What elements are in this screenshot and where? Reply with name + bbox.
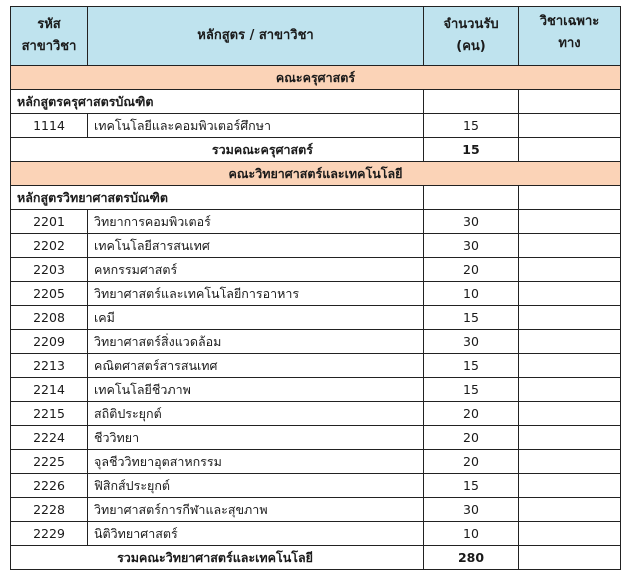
major-special — [519, 210, 621, 234]
program-row — [11, 90, 621, 114]
major-seats: 10 — [424, 282, 519, 306]
header-special-line2: ทาง — [558, 36, 581, 51]
major-name: วิทยาการคอมพิวเตอร์ — [88, 210, 424, 234]
total-value: 280 — [424, 546, 519, 570]
header-seats — [424, 7, 519, 66]
major-special — [519, 234, 621, 258]
table-row — [11, 402, 621, 426]
header-code-line1: รหัส — [37, 17, 61, 32]
major-seats: 20 — [424, 450, 519, 474]
table-row — [11, 378, 621, 402]
major-seats: 20 — [424, 426, 519, 450]
header-code — [11, 7, 88, 66]
total-row — [11, 546, 621, 570]
faculty-name: คณะวิทยาศาสตร์และเทคโนโลยี — [11, 162, 621, 186]
program-seats-cell — [424, 186, 519, 210]
major-name: เคมี — [88, 306, 424, 330]
major-code: 2203 — [11, 258, 88, 282]
major-name: วิทยาศาสตร์สิ่งแวดล้อม — [88, 330, 424, 354]
program-name: หลักสูตรครุศาสตรบัณฑิต — [11, 90, 424, 114]
table-row — [11, 210, 621, 234]
table-body — [11, 66, 621, 570]
major-special — [519, 522, 621, 546]
header-code-line2: สาขาวิชา — [21, 39, 77, 54]
major-code: 2209 — [11, 330, 88, 354]
major-code: 2228 — [11, 498, 88, 522]
table-row — [11, 234, 621, 258]
faculty-row — [11, 66, 621, 90]
table-row — [11, 306, 621, 330]
program-row — [11, 186, 621, 210]
faculty-name: คณะครุศาสตร์ — [11, 66, 621, 90]
table-row — [11, 282, 621, 306]
major-code: 2205 — [11, 282, 88, 306]
program-seats-cell — [424, 90, 519, 114]
header-special — [519, 7, 621, 66]
table-row — [11, 114, 621, 138]
major-code: 2213 — [11, 354, 88, 378]
major-seats: 10 — [424, 522, 519, 546]
header-seats-line2: (คน) — [456, 39, 486, 54]
table-row — [11, 330, 621, 354]
major-special — [519, 498, 621, 522]
major-code: 2224 — [11, 426, 88, 450]
table-row — [11, 354, 621, 378]
major-special — [519, 378, 621, 402]
table-row — [11, 522, 621, 546]
major-name: คณิตศาสตร์สารสนเทศ — [88, 354, 424, 378]
major-seats: 20 — [424, 402, 519, 426]
major-name: วิทยาศาสตร์และเทคโนโลยีการอาหาร — [88, 282, 424, 306]
table-row — [11, 426, 621, 450]
major-special — [519, 426, 621, 450]
program-special-cell — [519, 186, 621, 210]
program-name: หลักสูตรวิทยาศาสตรบัณฑิต — [11, 186, 424, 210]
major-seats: 15 — [424, 378, 519, 402]
table-row — [11, 498, 621, 522]
major-code: 2215 — [11, 402, 88, 426]
major-name: ฟิสิกส์ประยุกต์ — [88, 474, 424, 498]
total-label: รวมคณะวิทยาศาสตร์และเทคโนโลยี — [11, 546, 424, 570]
major-special — [519, 474, 621, 498]
total-value: 15 — [424, 138, 519, 162]
major-special — [519, 306, 621, 330]
header-seats-line1: จำนวนรับ — [443, 17, 499, 32]
major-name: ชีววิทยา — [88, 426, 424, 450]
major-seats: 30 — [424, 330, 519, 354]
major-name: วิทยาศาสตร์การกีฬาและสุขภาพ — [88, 498, 424, 522]
major-seats: 30 — [424, 498, 519, 522]
major-seats: 15 — [424, 114, 519, 138]
major-name: เทคโนโลยีชีวภาพ — [88, 378, 424, 402]
table-header-row — [11, 7, 621, 66]
major-seats: 15 — [424, 474, 519, 498]
header-program: หลักสูตร / สาขาวิชา — [88, 7, 424, 66]
major-seats: 15 — [424, 306, 519, 330]
program-special-cell — [519, 90, 621, 114]
major-name: จุลชีววิทยาอุตสาหกรรม — [88, 450, 424, 474]
major-special — [519, 114, 621, 138]
major-code: 2214 — [11, 378, 88, 402]
faculty-row — [11, 162, 621, 186]
major-seats: 15 — [424, 354, 519, 378]
major-code: 2201 — [11, 210, 88, 234]
table-row — [11, 474, 621, 498]
major-code: 2225 — [11, 450, 88, 474]
major-seats: 30 — [424, 210, 519, 234]
major-special — [519, 330, 621, 354]
major-code: 2208 — [11, 306, 88, 330]
major-name: นิติวิทยาศาสตร์ — [88, 522, 424, 546]
total-label: รวมคณะครุศาสตร์ — [11, 138, 424, 162]
total-special-cell — [519, 546, 621, 570]
major-code: 2202 — [11, 234, 88, 258]
table-row — [11, 450, 621, 474]
admission-table — [10, 6, 621, 570]
total-special-cell — [519, 138, 621, 162]
major-special — [519, 282, 621, 306]
major-special — [519, 450, 621, 474]
major-code: 2229 — [11, 522, 88, 546]
major-special — [519, 402, 621, 426]
total-row — [11, 138, 621, 162]
major-code: 1114 — [11, 114, 88, 138]
major-name: เทคโนโลยีและคอมพิวเตอร์ศึกษา — [88, 114, 424, 138]
major-special — [519, 258, 621, 282]
header-special-line1: วิชาเฉพาะ — [539, 14, 600, 29]
table-row — [11, 258, 621, 282]
major-name: คหกรรมศาสตร์ — [88, 258, 424, 282]
major-seats: 20 — [424, 258, 519, 282]
major-seats: 30 — [424, 234, 519, 258]
major-name: เทคโนโลยีสารสนเทศ — [88, 234, 424, 258]
major-name: สถิติประยุกต์ — [88, 402, 424, 426]
major-code: 2226 — [11, 474, 88, 498]
major-special — [519, 354, 621, 378]
